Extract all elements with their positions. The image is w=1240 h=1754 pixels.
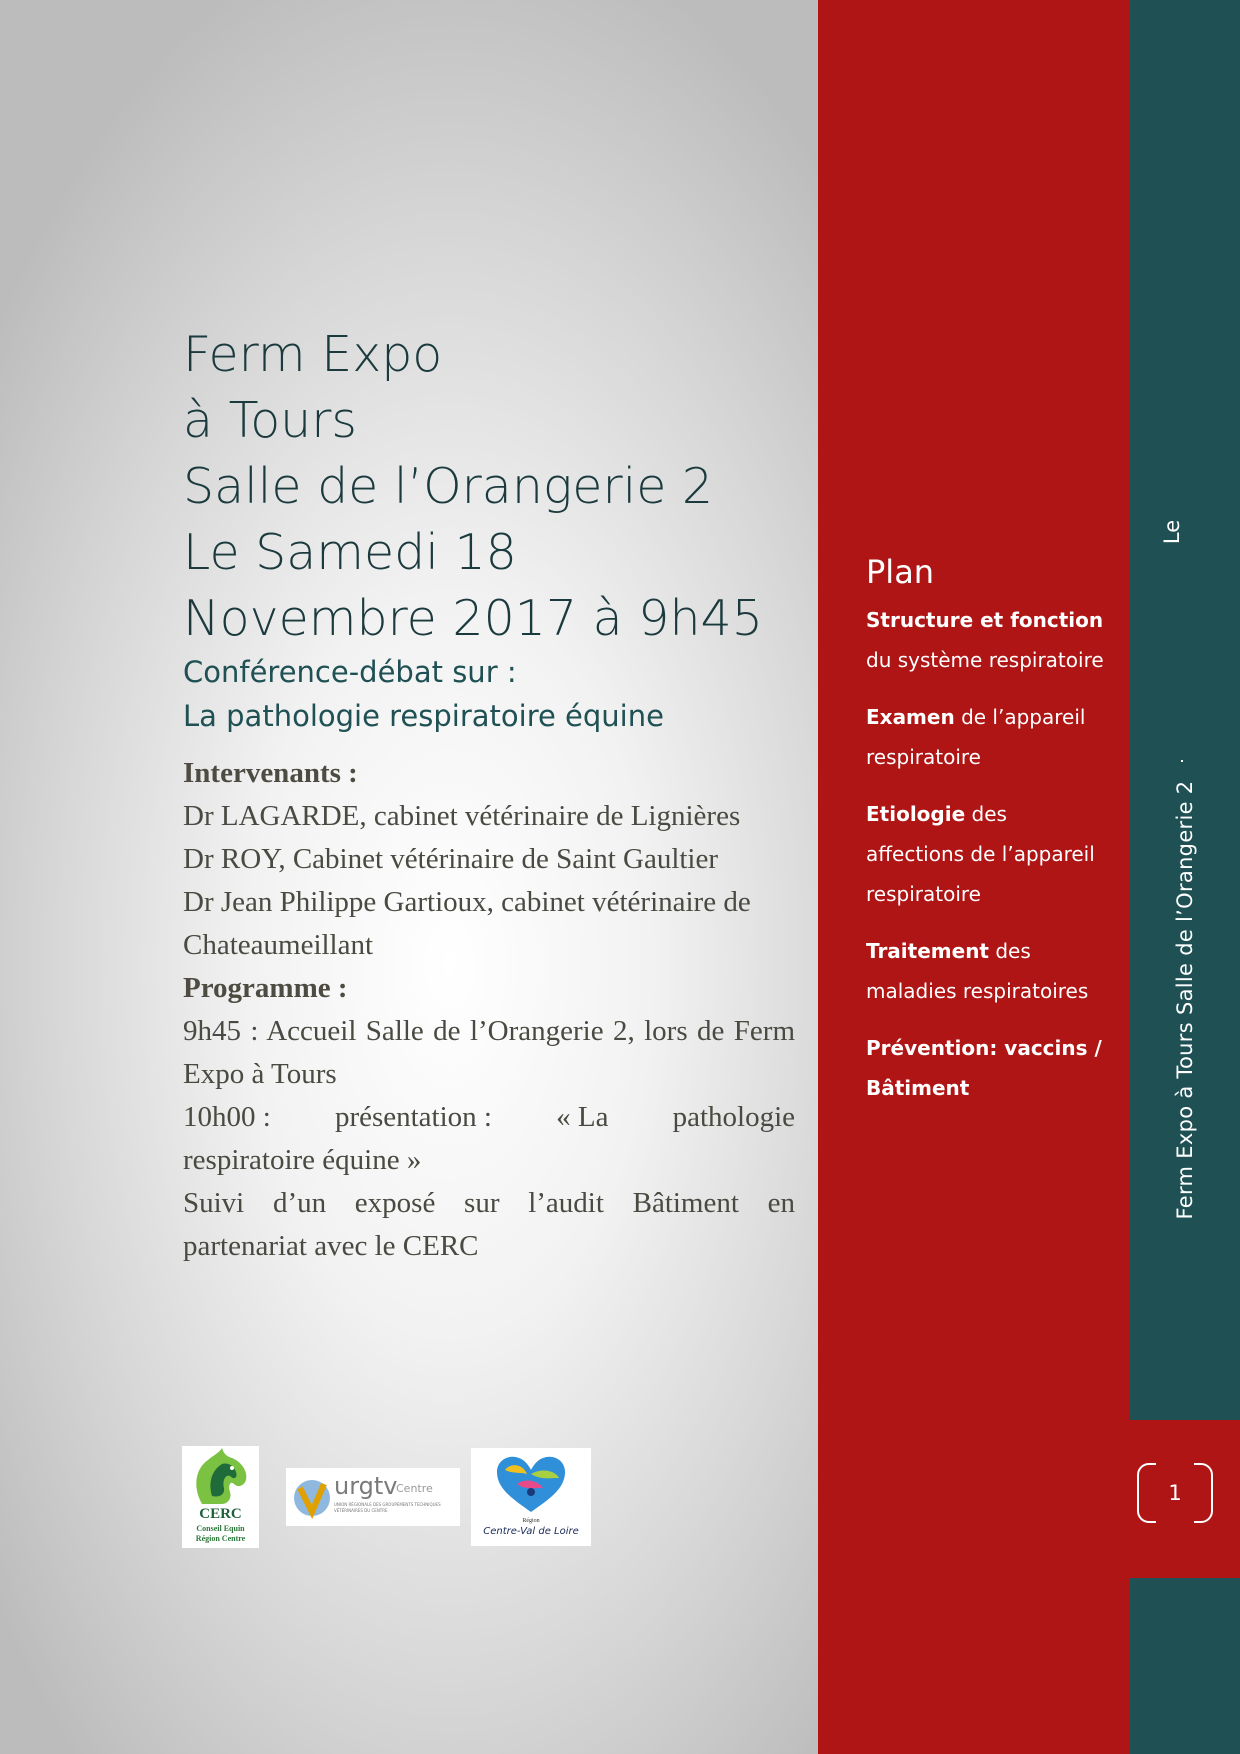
- programme-item: respiratoire équine »: [183, 1144, 422, 1176]
- region-heart-icon: [471, 1448, 591, 1516]
- programme-word: présentation :: [334, 1101, 492, 1133]
- region-centre-logo: [471, 1448, 591, 1546]
- region-small: Région: [522, 1518, 540, 1524]
- subtitle-line: La pathologie respiratoire équine: [183, 699, 664, 733]
- event-title: [183, 322, 803, 652]
- plan-item-text: des affections de l’appareil respiratoire: [866, 802, 1095, 906]
- plan-item: [866, 600, 1106, 680]
- horse-head-icon: [182, 1446, 259, 1508]
- programme-word: pathologie: [672, 1101, 795, 1133]
- plan-item: [866, 1028, 1106, 1108]
- title-line: à Tours: [183, 392, 357, 449]
- plan-item-bold: Traitement: [866, 939, 989, 963]
- urgtv-emblem-icon: [290, 1472, 334, 1522]
- urgtv-name: urgtv: [334, 1472, 398, 1500]
- programme-word: « La: [556, 1101, 609, 1133]
- plan-panel: [866, 548, 1106, 1125]
- plan-item: [866, 794, 1106, 914]
- title-line: Novembre 2017 à 9h45: [183, 590, 763, 647]
- page-number-frame-gap: [1156, 1460, 1194, 1468]
- plan-item-bold: Etiologie: [866, 802, 966, 826]
- page-number: 1: [1137, 1463, 1213, 1523]
- plan-item-bold: Prévention: vaccins / Bâtiment: [866, 1036, 1102, 1100]
- cerc-sub: Région Centre: [195, 1534, 246, 1543]
- page-number-frame-gap: [1156, 1518, 1194, 1526]
- event-subtitle: [183, 650, 803, 738]
- plan-item-bold: Structure et fonction: [866, 608, 1104, 632]
- speakers-heading: Intervenants :: [183, 757, 358, 789]
- title-line: Salle de l’Orangerie 2: [183, 458, 714, 515]
- speaker-line: Dr Jean Philippe Gartioux, cabinet vétérinaire de: [183, 886, 751, 918]
- programme-item: 9h45 : Accueil Salle de l’Orangerie 2, lors de Ferm Expo à Tours: [183, 1015, 795, 1090]
- speaker-line: Chateaumeillant: [183, 929, 374, 961]
- side-le: Le: [1160, 519, 1185, 545]
- side-caption-strip: [1130, 0, 1240, 1420]
- subtitle-line: Conférence-débat sur :: [183, 655, 517, 689]
- event-details: [183, 752, 795, 1268]
- speaker-line: Dr ROY, Cabinet vétérinaire de Saint Gaultier: [183, 843, 719, 875]
- plan-item: [866, 931, 1106, 1011]
- plan-item-text: de l’appareil respiratoire: [866, 705, 1086, 769]
- region-name: Centre-Val de Loire: [483, 1526, 579, 1537]
- cerc-sub: Conseil Equin: [196, 1524, 245, 1533]
- urgtv-subtitle: UNION RÉGIONALE DES GROUPEMENTS TECHNIQUES VÉTÉRINAIRES DU CENTRE: [334, 1502, 441, 1513]
- plan-item-bold: Examen: [866, 705, 955, 729]
- plan-item: [866, 697, 1106, 777]
- cerc-name: CERC: [199, 1506, 242, 1522]
- programme-item-words: [183, 1096, 795, 1139]
- programme-word: 10h00 :: [183, 1101, 271, 1133]
- programme-heading: Programme :: [183, 972, 348, 1004]
- plan-item-text: des maladies respiratoires: [866, 939, 1089, 1003]
- cerc-logo: [182, 1446, 259, 1548]
- urgtv-logo: [286, 1468, 460, 1526]
- speaker-line: Dr LAGARDE, cabinet vétérinaire de Lignières: [183, 800, 741, 832]
- plan-title: Plan: [866, 553, 935, 591]
- urgtv-region: Centre: [396, 1482, 433, 1495]
- title-line: Le Samedi 18: [183, 524, 517, 581]
- side-dot: [1181, 760, 1183, 762]
- side-caption: Ferm Expo à Tours Salle de l’Orangerie 2: [1173, 780, 1197, 1220]
- title-line: Ferm Expo: [183, 326, 443, 383]
- programme-item: Suivi d’un exposé sur l’audit Bâtiment en partenariat avec le CERC: [183, 1187, 795, 1262]
- plan-item-text: du système respiratoire: [866, 648, 1104, 672]
